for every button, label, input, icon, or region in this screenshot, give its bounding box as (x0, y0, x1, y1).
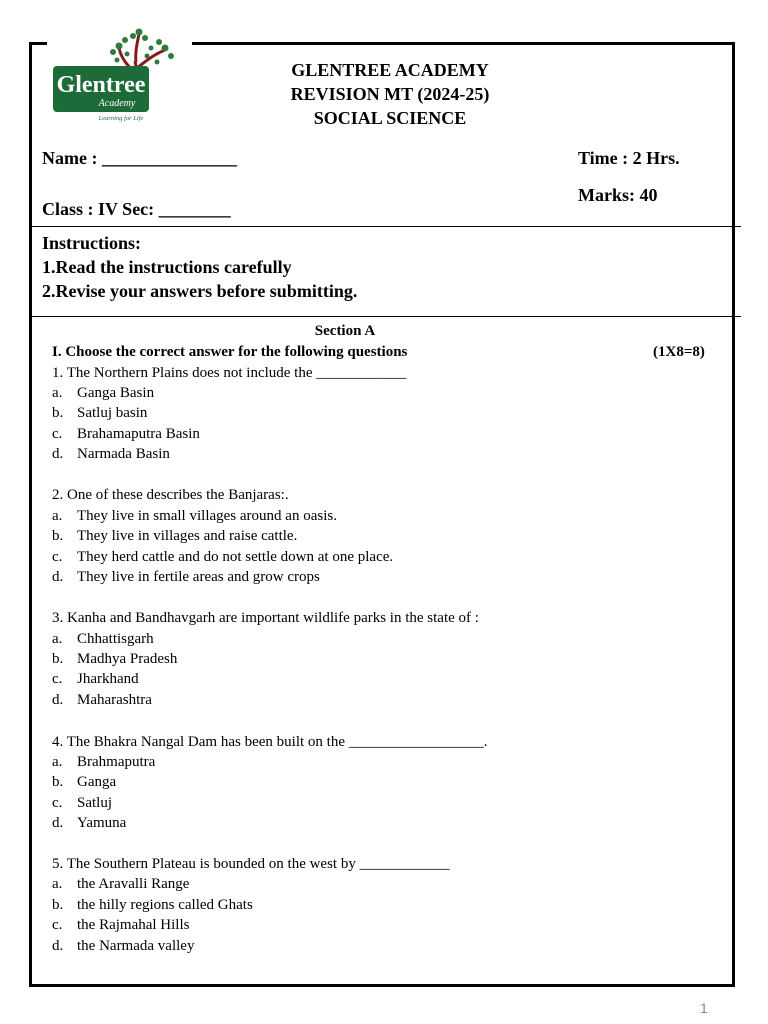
option-letter: c. (52, 671, 63, 687)
option (52, 445, 170, 463)
top-border-left (29, 42, 49, 45)
option-text: Jharkhand (77, 671, 139, 687)
option-letter: b. (52, 897, 64, 913)
option (52, 691, 152, 709)
option-letter: c. (52, 426, 63, 442)
divider-instructions (32, 316, 741, 317)
option-text: They live in villages and raise cattle. (77, 528, 298, 544)
option-letter: b. (52, 528, 64, 544)
option-text: the Aravalli Range (77, 876, 190, 892)
option-text: Ganga Basin (77, 385, 155, 401)
logo-subtext: Academy (98, 98, 136, 109)
question-stem: 3. Kanha and Bandhavgarh are important wildlife parks in the state of : (52, 610, 479, 626)
option-letter: a. (52, 631, 63, 647)
option-letter: a. (52, 385, 63, 401)
option-letter: c. (52, 549, 63, 565)
option-text: Chhattisgarh (77, 631, 154, 647)
logo-wordmark: Glentree (56, 72, 146, 98)
option-letter: c. (52, 917, 63, 933)
divider-header (32, 226, 741, 227)
option (52, 527, 297, 545)
option-letter: d. (52, 815, 64, 831)
option-letter: a. (52, 508, 63, 524)
option-text: Ganga (77, 774, 117, 790)
question-stem: 2. One of these describes the Banjaras:. (52, 487, 289, 503)
option-text: Satluj (77, 795, 113, 811)
marks-label: Marks: 40 (578, 185, 658, 205)
section-marks: (1X8=8) (653, 344, 705, 360)
instructions-title: Instructions: (42, 233, 142, 253)
logo-tagline: Learning for Life (98, 115, 144, 122)
option-text: the Rajmahal Hills (77, 917, 190, 933)
instruction-item: 2.Revise your answers before submitting. (42, 281, 358, 301)
option-text: Madhya Pradesh (77, 651, 178, 667)
class-field-label: Class : IV Sec: ________ (42, 199, 231, 219)
option-letter: d. (52, 692, 64, 708)
option (52, 896, 253, 914)
option (52, 630, 154, 648)
option (52, 507, 337, 525)
option-letter: a. (52, 876, 63, 892)
option-text: They live in small villages around an oasis. (77, 508, 337, 524)
option-text: Yamuna (77, 815, 127, 831)
option (52, 814, 126, 832)
option-letter: d. (52, 446, 64, 462)
option-letter: d. (52, 938, 64, 954)
exam-title: REVISION MT (2024-25) (290, 84, 490, 104)
school-name: GLENTREE ACADEMY (291, 60, 489, 80)
option-letter: b. (52, 405, 64, 421)
option (52, 568, 320, 586)
option (52, 548, 393, 566)
option (52, 875, 189, 893)
option (52, 937, 194, 955)
question-stem: 4. The Bhakra Nangal Dam has been built on the __________________. (52, 734, 488, 750)
option-letter: d. (52, 569, 64, 585)
tree-icon (47, 26, 192, 124)
option (52, 384, 154, 402)
option (52, 404, 147, 422)
instruction-item: 1.Read the instructions carefully (42, 257, 292, 277)
page-number: 1 (700, 1000, 708, 1016)
option-text: Brahamaputra Basin (77, 426, 200, 442)
option (52, 650, 177, 668)
question-stem: 5. The Southern Plateau is bounded on the west by ____________ (52, 856, 450, 872)
section-title: Section A (314, 323, 376, 339)
option-text: the Narmada valley (77, 938, 195, 954)
time-label: Time : 2 Hrs. (578, 148, 680, 168)
subject-title: SOCIAL SCIENCE (313, 108, 467, 128)
top-border-right (190, 42, 735, 45)
option (52, 794, 112, 812)
option-text: They herd cattle and do not settle down at one place. (77, 549, 394, 565)
option-letter: b. (52, 651, 64, 667)
option-text: Maharashtra (77, 692, 152, 708)
option-text: Satluj basin (77, 405, 148, 421)
option (52, 425, 200, 443)
name-field-label: Name : _______________ (42, 148, 237, 168)
option-letter: b. (52, 774, 64, 790)
section-heading: I. Choose the correct answer for the following questions (52, 344, 408, 360)
option-text: Narmada Basin (77, 446, 170, 462)
option-text: the hilly regions called Ghats (77, 897, 253, 913)
question-stem: 1. The Northern Plains does not include the ____________ (52, 365, 407, 381)
option-text: They live in fertile areas and grow crops (77, 569, 320, 585)
option-letter: a. (52, 754, 63, 770)
school-logo (47, 26, 192, 124)
option (52, 773, 116, 791)
option (52, 670, 139, 688)
option (52, 916, 189, 934)
option-text: Brahmaputra (77, 754, 156, 770)
option-letter: c. (52, 795, 63, 811)
option (52, 753, 155, 771)
